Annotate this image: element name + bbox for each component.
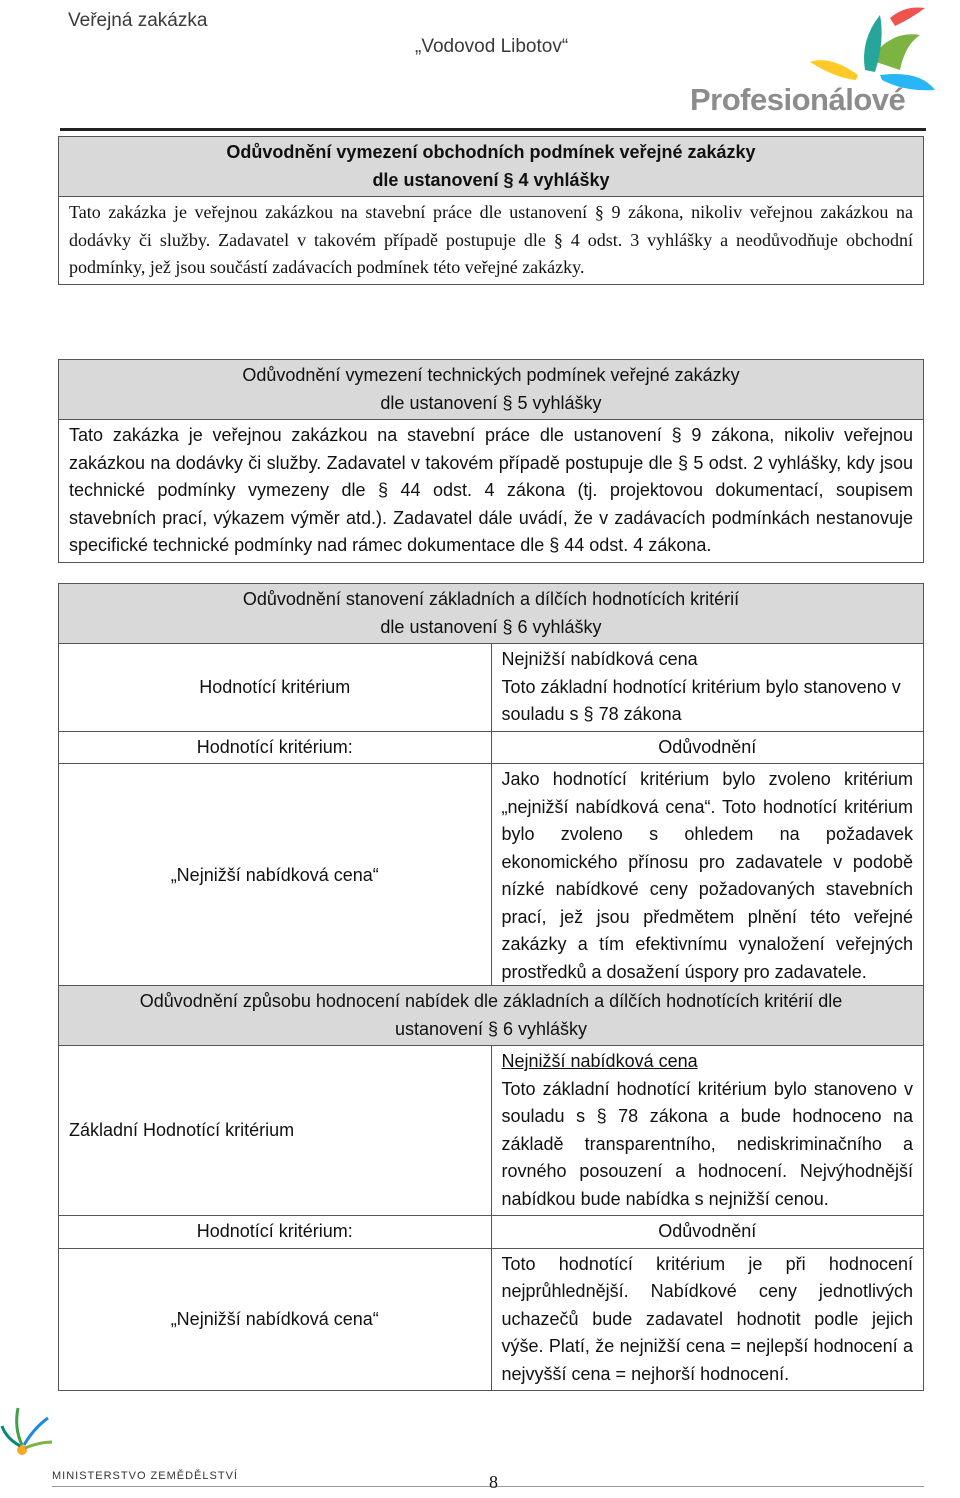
justification-text: Toto hodnotící kritérium je při hodnocení nejprůhlednější. Nabídkové ceny jednotlivých uchazečů bude zadavatel hodnotit podle jejich výše. Platí, že nejnižší cena = nejlepší hodnocení a nejvyšší cena = nejhorší hodnocení. xyxy=(491,1248,924,1391)
footer-divider xyxy=(52,1486,924,1487)
section-body: Tato zakázka je veřejnou zakázkou na stavební práce dle ustanovení § 9 zákona, nikoliv veřejnou zakázkou na dodávky či služby. Zadavatel v takovém případě postupuje dle § 4 odst. 3 vyhlášky a neodůvodňuje obchodní podmínky, jež jsou součástí zadávacích podmínek této veřejné zakázky. xyxy=(59,197,924,285)
section-heading xyxy=(59,584,924,644)
justification-title: Odůvodnění xyxy=(491,731,924,764)
criterion-label-2: Hodnotící kritérium: xyxy=(59,1216,492,1249)
evaluation-criteria-section xyxy=(58,583,924,989)
page-number: 8 xyxy=(489,1472,498,1492)
heading-line: dle ustanovení § 4 vyhlášky xyxy=(372,169,610,190)
section-heading xyxy=(59,137,924,197)
heading-line: Odůvodnění stanovení základních a dílčích hodnotících kritérií xyxy=(242,589,740,609)
criterion-text: Toto základní hodnotící kritérium bylo stanoveno v souladu s § 78 zákona xyxy=(501,676,901,724)
heading-line: dle ustanovení § 6 vyhlášky xyxy=(380,616,602,637)
document-title: Veřejná zakázka xyxy=(68,10,208,31)
project-name: „Vodovod Libotov“ xyxy=(415,36,569,57)
criterion-label: Hodnotící kritérium xyxy=(59,644,492,732)
brand-text: Profesionálové xyxy=(690,82,906,117)
evaluation-method-section xyxy=(58,985,924,1391)
justification-title: Odůvodnění xyxy=(491,1216,924,1249)
ministry-logo-icon xyxy=(0,1398,80,1468)
ministry-name: MINISTERSTVO ZEMĚDĚLSTVÍ xyxy=(52,1470,238,1482)
section-body: Tato zakázka je veřejnou zakázkou na stavební práce dle ustanovení § 9 zákona, nikoliv veřejnou zakázkou na dodávky či služby. Zadavatel v takovém případě postupuje dle § 5 odst. 2 vyhlášky, kdy jsou technické podmínky vymezeny dle § 44 odst. 4 zákona (tj. projektovou dokumentací, soupisem stavebních prací, výkazem výměr atd.). Zadavatel dále uvádí, že v zadávacích podmínkách nestanovuje specifické technické podmínky nad rámec dokumentace dle § 44 odst. 4 zákona. xyxy=(59,420,924,563)
section-heading xyxy=(59,986,924,1046)
criterion-title: Nejnižší nabídková cena xyxy=(501,1051,698,1071)
justification-text: Jako hodnotící kritérium bylo zvoleno kritérium „nejnižší nabídková cena“. Toto hodnotící kritérium bylo zvoleno s ohledem na požadavek ekonomického přínosu pro zadavatele v podobě nízké nabídkové ceny požadovaných stavebních prací, jež jsou předmětem plnění této veřejné zakázky a tím efektivnímu vynaložení veřejných prostředků a dosažení úspory pro zadavatele. xyxy=(491,764,924,989)
heading-line: Odůvodnění způsobu hodnocení nabídek dle základních a dílčích hodnotících kritérií dle xyxy=(139,991,843,1011)
criterion-value: „Nejnižší nabídková cena“ xyxy=(59,764,492,989)
heading-line: dle ustanovení § 5 vyhlášky xyxy=(380,392,602,413)
commercial-conditions-section xyxy=(58,136,924,285)
criterion-value: „Nejnižší nabídková cena“ xyxy=(59,1248,492,1391)
criterion-label: Základní Hodnotící kritérium xyxy=(59,1046,492,1216)
technical-conditions-section xyxy=(58,359,924,563)
criterion-description xyxy=(491,644,924,732)
criterion-label-2: Hodnotící kritérium: xyxy=(59,731,492,764)
heading-line: Odůvodnění vymezení obchodních podmínek veřejné zakázky xyxy=(226,142,756,162)
heading-line: Odůvodnění vymezení technických podmínek veřejné zakázky xyxy=(242,365,740,385)
criterion-title: Nejnižší nabídková cena xyxy=(501,649,698,669)
header-divider xyxy=(60,128,926,131)
heading-line: ustanovení § 6 vyhlášky xyxy=(394,1018,588,1039)
section-heading xyxy=(59,360,924,420)
criterion-text: Toto základní hodnotící kritérium bylo stanoveno v souladu s § 78 zákona a bude hodnoceno na základě transparentního, nediskriminačního a rovného posouzení a hodnocení. Nejvýhodnější nabídkou bude nabídka s nejnižší cenou. xyxy=(501,1078,913,1209)
criterion-description xyxy=(491,1046,924,1216)
